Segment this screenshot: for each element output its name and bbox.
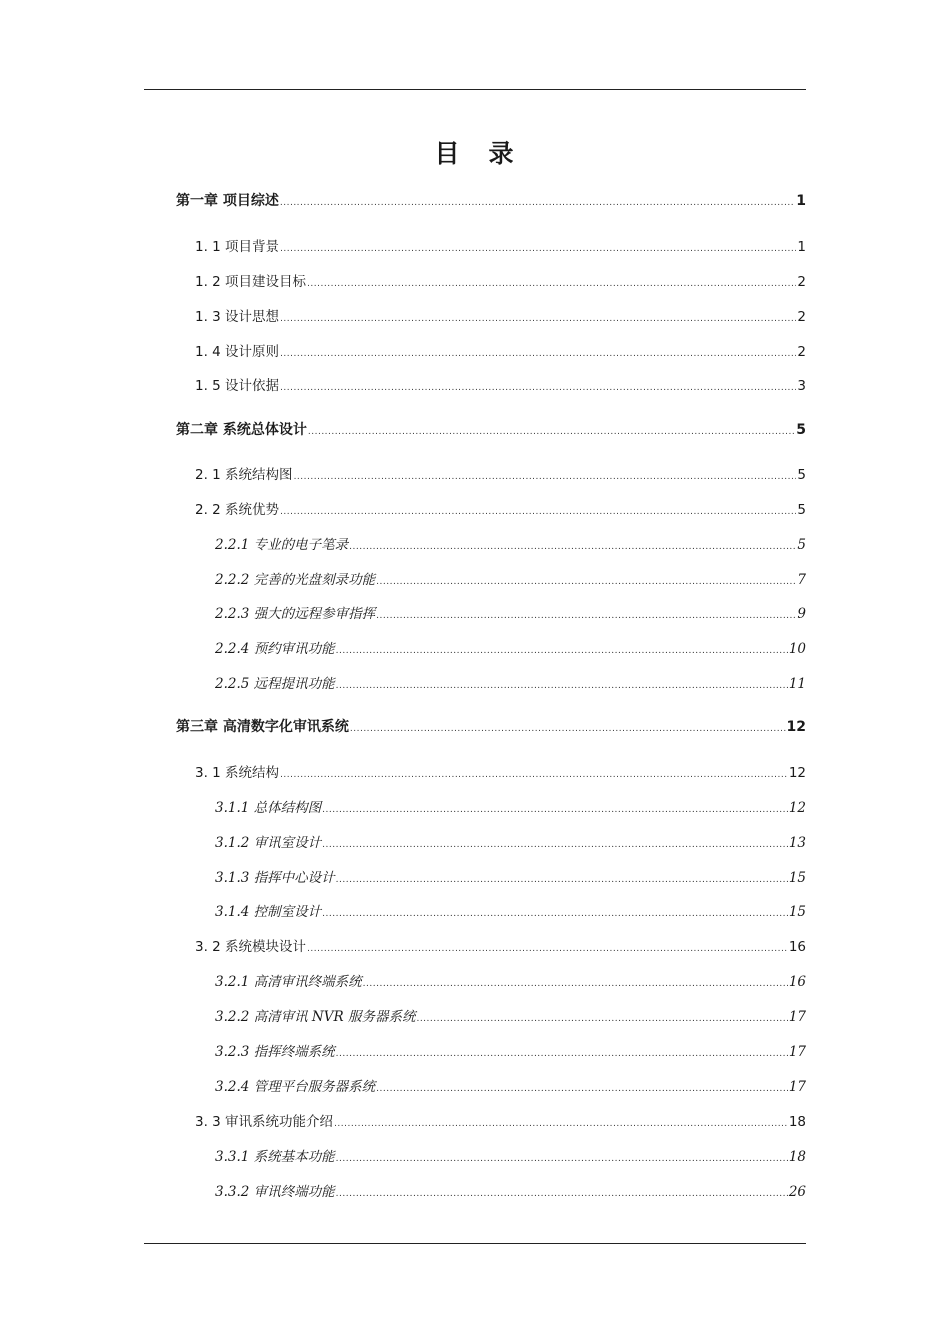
toc-entry-level-2[interactable] xyxy=(195,935,806,957)
toc-page-number: 18 xyxy=(788,1149,806,1165)
toc-entry-text: 3.1.1 总体结构图 xyxy=(215,800,322,816)
toc-page-number: 5 xyxy=(797,467,806,483)
toc-dot-leader xyxy=(336,646,788,656)
toc-entry-text: 3.2.1 高清审讯终端系统 xyxy=(215,974,362,990)
toc-entry-level-2[interactable] xyxy=(195,235,806,257)
toc-entry-text: 第三章 高清数字化审讯系统 xyxy=(176,719,349,735)
toc-entry-text: 3.2.4 管理平台服务器系统 xyxy=(215,1079,376,1095)
toc-entry-level-2[interactable] xyxy=(195,305,806,327)
toc-page-number: 12 xyxy=(786,719,806,735)
toc-page-number: 15 xyxy=(788,870,806,886)
toc-page-number: 1 xyxy=(796,193,806,209)
toc-entry-level-3[interactable] xyxy=(215,1145,806,1167)
toc-page-number: 17 xyxy=(788,1079,806,1095)
toc-entry-text: 第二章 系统总体设计 xyxy=(176,422,307,438)
toc-dot-leader xyxy=(307,279,796,289)
footer-rule xyxy=(144,1243,806,1244)
toc-page-number: 2 xyxy=(797,274,806,290)
toc-entry-level-3[interactable] xyxy=(215,1180,806,1202)
toc-dot-leader xyxy=(336,681,788,691)
toc-dot-leader xyxy=(280,770,788,780)
toc-dot-leader xyxy=(416,1014,787,1024)
toc-entry-level-3[interactable] xyxy=(215,533,806,555)
toc-dot-leader xyxy=(350,724,786,734)
toc-entry-text: 1. 2 项目建设目标 xyxy=(195,274,307,290)
toc-dot-leader xyxy=(294,472,797,482)
toc-entry-level-3[interactable] xyxy=(215,1040,806,1062)
toc-dot-leader xyxy=(280,244,796,254)
toc-entry-level-2[interactable] xyxy=(195,340,806,362)
header-rule xyxy=(144,89,806,90)
toc-dot-leader xyxy=(363,979,788,989)
toc-entry-text: 3. 2 系统模块设计 xyxy=(195,939,307,955)
toc-page-number: 2 xyxy=(797,309,806,325)
toc-page-number: 18 xyxy=(788,1114,806,1130)
toc-entry-text: 1. 1 项目背景 xyxy=(195,239,280,255)
toc-page-number: 13 xyxy=(788,835,806,851)
toc-entry-text: 3.1.4 控制室设计 xyxy=(215,904,322,920)
toc-dot-leader xyxy=(280,314,796,324)
toc-entry-text: 2.2.3 强大的远程参审指挥 xyxy=(215,606,376,622)
toc-entry-text: 3. 3 审讯系统功能介绍 xyxy=(195,1114,334,1130)
toc-dot-leader xyxy=(280,383,796,393)
toc-entry-text: 2.2.4 预约审讯功能 xyxy=(215,641,335,657)
toc-dot-leader xyxy=(349,542,796,552)
toc-entry-text: 2. 2 系统优势 xyxy=(195,502,280,518)
toc-dot-leader xyxy=(307,944,788,954)
toc-page-number: 17 xyxy=(788,1009,806,1025)
toc-entry-level-2[interactable] xyxy=(195,761,806,783)
toc-dot-leader xyxy=(280,349,796,359)
toc-dot-leader xyxy=(336,875,788,885)
toc-entry-level-3[interactable] xyxy=(215,672,806,694)
toc-entry-level-3[interactable] xyxy=(215,637,806,659)
toc-entry-level-2[interactable] xyxy=(195,463,806,485)
toc-entry-level-1[interactable] xyxy=(176,190,806,212)
toc-dot-leader xyxy=(336,1189,788,1199)
toc-page-number: 5 xyxy=(797,537,806,553)
toc-entry-text: 2. 1 系统结构图 xyxy=(195,467,293,483)
toc-page-number: 11 xyxy=(788,676,806,692)
toc-page-number: 9 xyxy=(797,606,806,622)
toc-entry-level-3[interactable] xyxy=(215,970,806,992)
toc-entry-text: 2.2.2 完善的光盘刻录功能 xyxy=(215,572,376,588)
toc-page-number: 5 xyxy=(796,422,806,438)
toc-page-number: 17 xyxy=(788,1044,806,1060)
toc-dot-leader xyxy=(376,611,796,621)
toc-entry-level-3[interactable] xyxy=(215,1075,806,1097)
toc-page-number: 2 xyxy=(797,344,806,360)
toc-entry-text: 1. 3 设计思想 xyxy=(195,309,280,325)
toc-page-number: 7 xyxy=(797,572,806,588)
toc-dot-leader xyxy=(322,909,788,919)
toc-entry-text: 3. 1 系统结构 xyxy=(195,765,280,781)
toc-entry-text: 1. 4 设计原则 xyxy=(195,344,280,360)
toc-dot-leader xyxy=(280,198,795,208)
toc-entry-text: 3.1.3 指挥中心设计 xyxy=(215,870,335,886)
toc-entry-level-2[interactable] xyxy=(195,270,806,292)
toc-entry-level-3[interactable] xyxy=(215,866,806,888)
toc-page-number: 15 xyxy=(788,904,806,920)
toc-entry-level-3[interactable] xyxy=(215,796,806,818)
toc-entry-level-3[interactable] xyxy=(215,568,806,590)
toc-page-number: 3 xyxy=(797,378,806,394)
toc-entry-text: 2.2.1 专业的电子笔录 xyxy=(215,537,349,553)
toc-title: 目 录 xyxy=(434,139,516,168)
toc-entry-level-1[interactable] xyxy=(176,716,806,738)
toc-page-number: 12 xyxy=(788,800,806,816)
toc-entry-level-2[interactable] xyxy=(195,498,806,520)
toc-dot-leader xyxy=(308,427,795,437)
toc-entry-text: 2.2.5 远程提讯功能 xyxy=(215,676,335,692)
toc-entry-level-3[interactable] xyxy=(215,602,806,624)
toc-entry-level-1[interactable] xyxy=(176,419,806,441)
toc-entry-text: 3.3.1 系统基本功能 xyxy=(215,1149,335,1165)
toc-entry-level-3[interactable] xyxy=(215,900,806,922)
toc-page-number: 26 xyxy=(788,1184,806,1200)
toc-dot-leader xyxy=(334,1119,788,1129)
toc-entry-text: 第一章 项目综述 xyxy=(176,193,279,209)
toc-dot-leader xyxy=(376,577,796,587)
toc-entry-text: 1. 5 设计依据 xyxy=(195,378,280,394)
toc-entry-text: 3.2.2 高清审讯 NVR 服务器系统 xyxy=(215,1009,416,1025)
toc-entry-text: 3.2.3 指挥终端系统 xyxy=(215,1044,335,1060)
toc-dot-leader xyxy=(336,1049,788,1059)
toc-dot-leader xyxy=(376,1084,788,1094)
toc-entry-level-2[interactable] xyxy=(195,374,806,396)
toc-dot-leader xyxy=(280,507,796,517)
toc-entry-text: 3.1.2 审讯室设计 xyxy=(215,835,322,851)
toc-page-number: 5 xyxy=(797,502,806,518)
toc-dot-leader xyxy=(322,805,788,815)
toc-entry-text: 3.3.2 审讯终端功能 xyxy=(215,1184,335,1200)
toc-dot-leader xyxy=(336,1154,788,1164)
toc-entry-level-3[interactable] xyxy=(215,1005,806,1027)
toc-page-number: 10 xyxy=(788,641,806,657)
toc-entry-level-3[interactable] xyxy=(215,831,806,853)
toc-entry-level-2[interactable] xyxy=(195,1110,806,1132)
toc-page-number: 1 xyxy=(797,239,806,255)
toc-page-number: 16 xyxy=(788,974,806,990)
toc-page-number: 16 xyxy=(788,939,806,955)
toc-page-number: 12 xyxy=(788,765,806,781)
toc-dot-leader xyxy=(322,840,788,850)
